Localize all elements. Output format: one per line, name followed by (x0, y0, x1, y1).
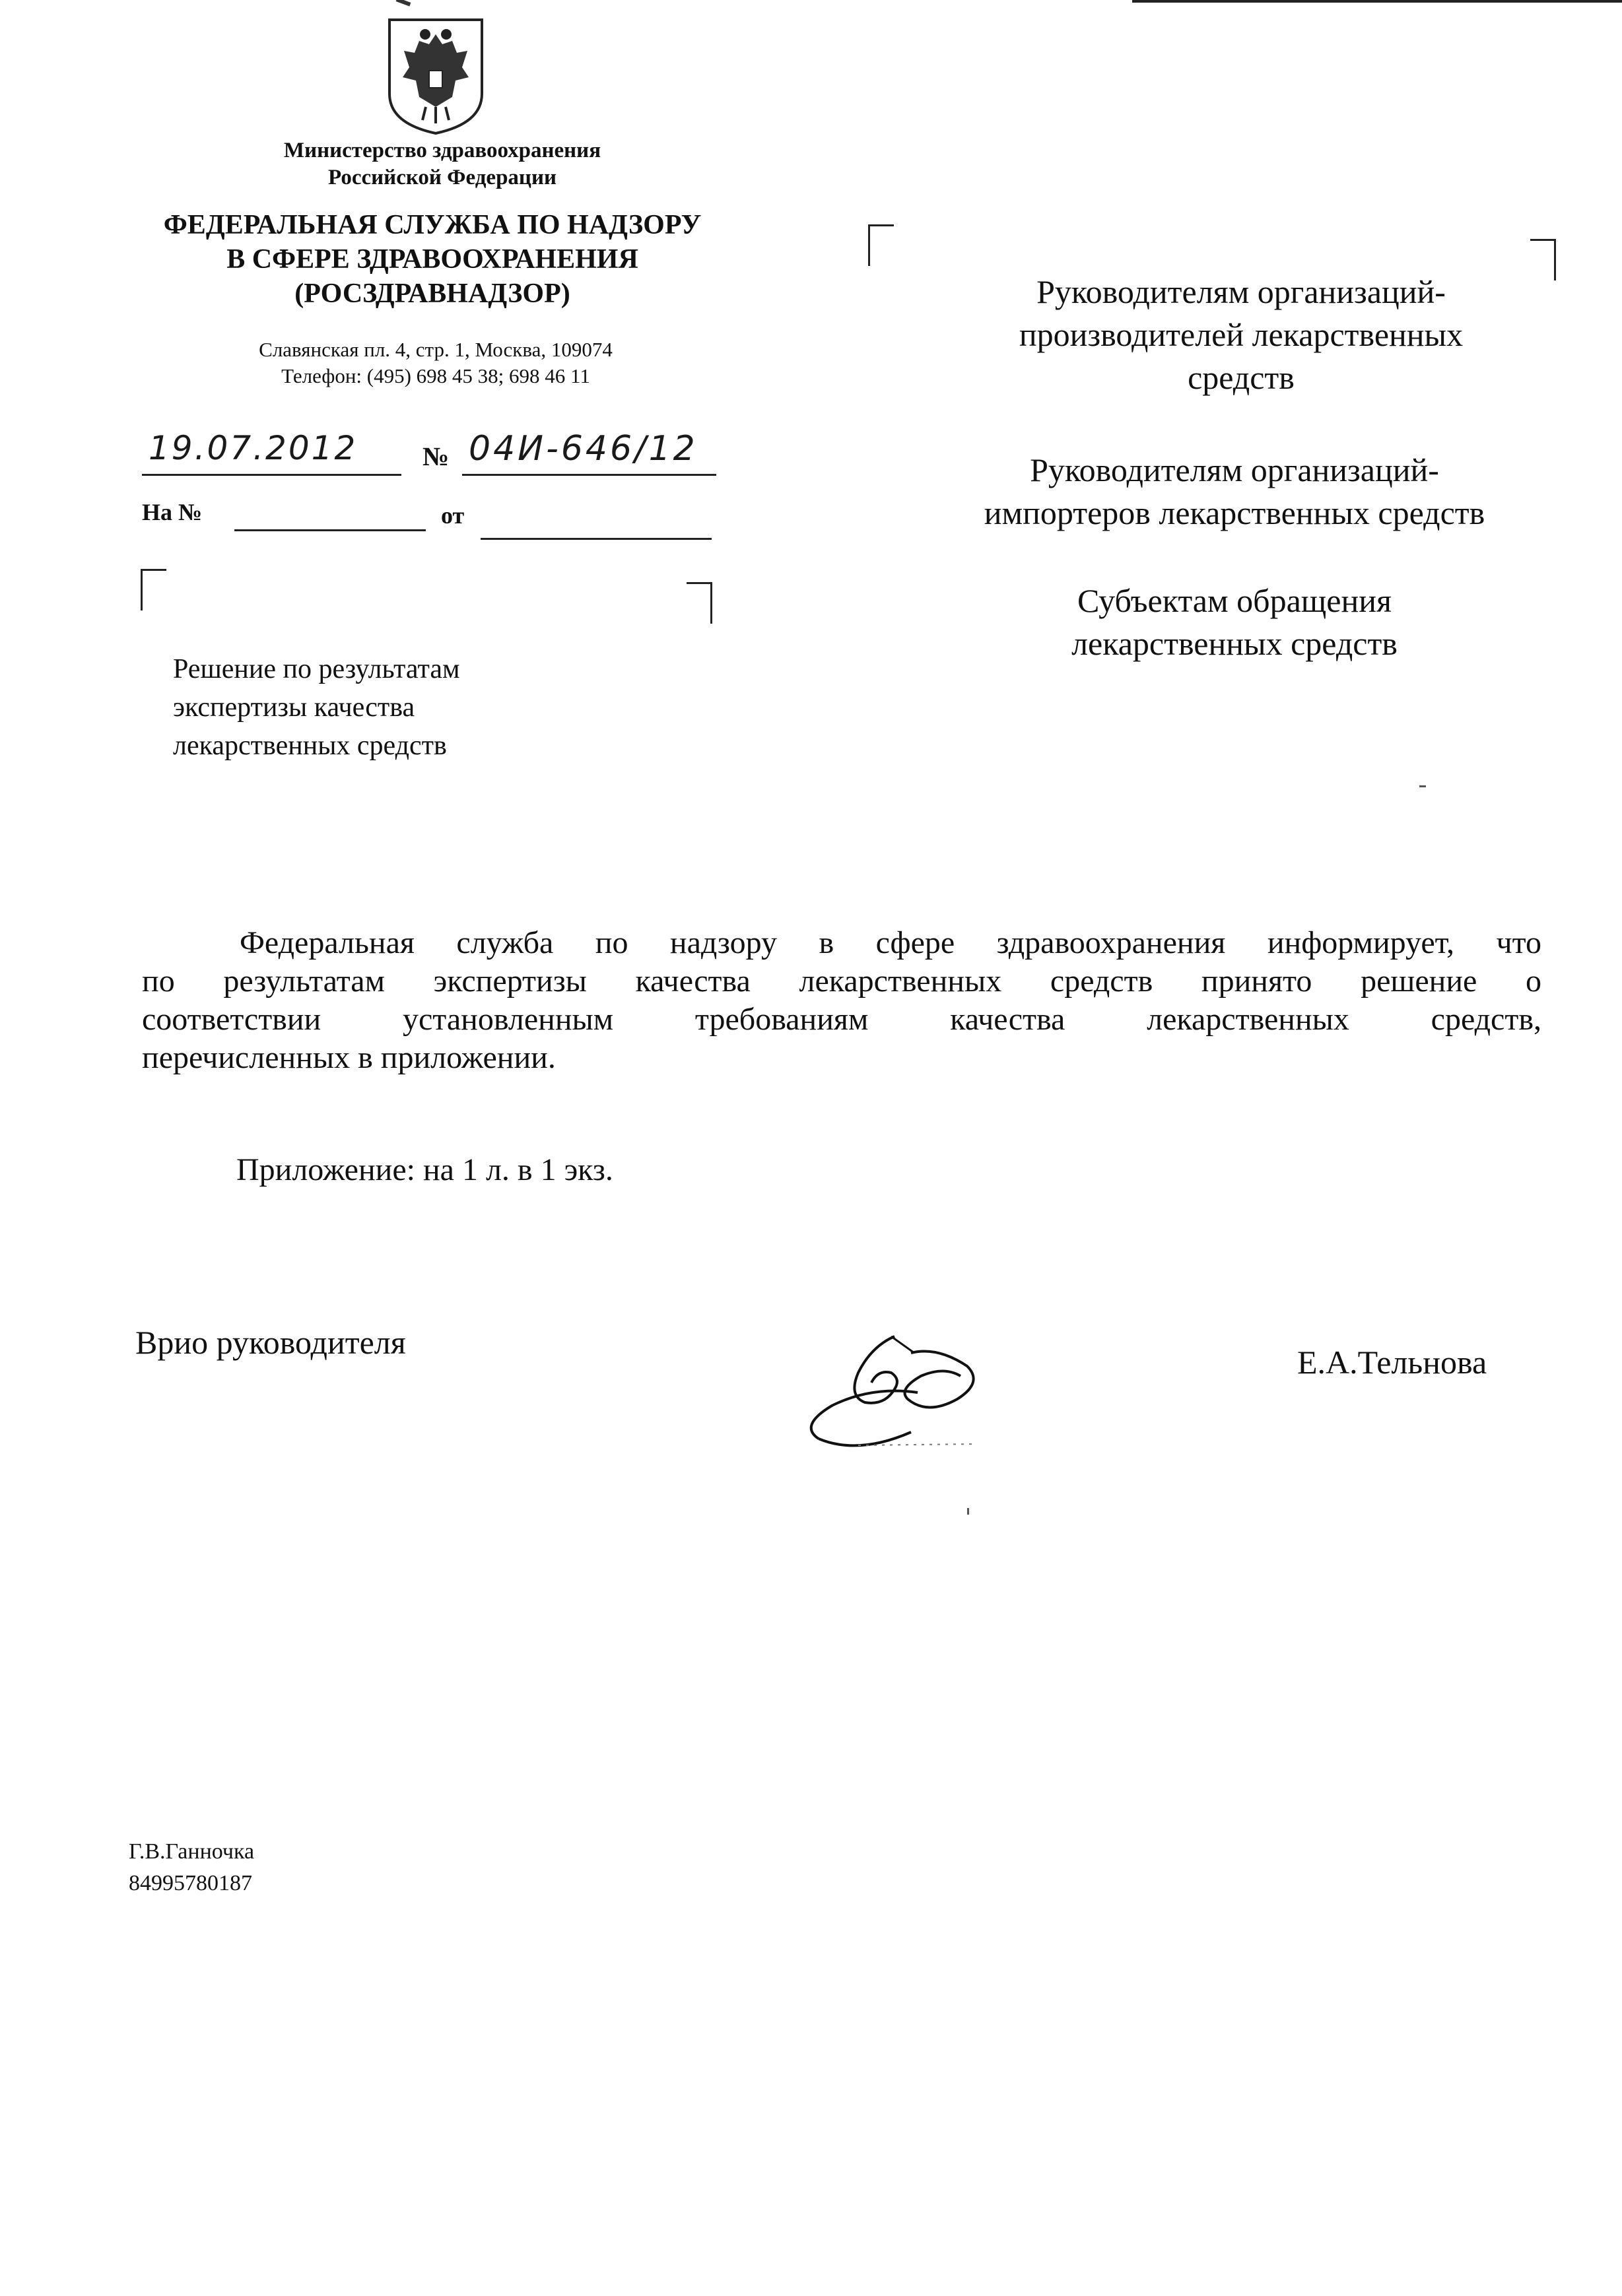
executor-block (129, 1836, 254, 1899)
service-address-block (198, 337, 673, 389)
letter-subject (173, 650, 582, 765)
service-address: Славянская пл. 4, стр. 1, Москва, 109074 (259, 338, 613, 361)
address-corner-left (868, 224, 894, 266)
from-label: от (441, 502, 465, 529)
addressee-manufacturers (951, 271, 1532, 399)
scan-mark (396, 0, 411, 7)
service-line-3: (РОСЗДРАВНАДЗОР) (294, 279, 570, 309)
body-line-3: соответствии установленным требованиям качества лекарственных средств, (142, 1002, 1541, 1037)
body-line-2: по результатам экспертизы качества лекарственных средств принято решение о (142, 964, 1541, 999)
subject-line-2: экспертизы качества (173, 692, 415, 723)
ministry-name (228, 137, 657, 191)
body-line-1: Федеральная служба по надзору в сфере здравоохранения информирует, что (240, 925, 1541, 960)
ministry-line-1: Министерство здравоохранения (283, 139, 601, 162)
executor-phone: 84995780187 (129, 1871, 252, 1895)
service-phone: Телефон: (495) 698 45 38; 698 46 11 (281, 364, 590, 387)
service-name (132, 208, 733, 311)
executor-name: Г.В.Ганночка (129, 1839, 255, 1864)
handwritten-signature (779, 1327, 1010, 1459)
addressee-circulation-subjects (977, 579, 1492, 665)
subject-corner-right (687, 582, 712, 624)
ministry-line-2: Российской Федерации (328, 166, 557, 189)
service-line-2: В СФЕРЕ ЗДРАВООХРАНЕНИЯ (226, 244, 638, 275)
from-field (481, 538, 712, 540)
signatory-role: Врио руководителя (135, 1324, 406, 1361)
addressee-2-line-2: импортеров лекарственных средств (984, 494, 1485, 531)
date-underline (142, 474, 401, 476)
addressee-2-line-1: Руководителям организаций- (1030, 451, 1439, 488)
body-line-4: перечисленных в приложении. (142, 1040, 556, 1075)
registration-number: 04И-646/12 (469, 429, 698, 469)
registration-number-sign: № (422, 442, 450, 471)
registration-date: 19.07.2012 (149, 429, 358, 467)
letter-body (142, 924, 1541, 1077)
subject-line-3: лекарственных средств (173, 731, 447, 761)
reply-to-field (234, 529, 426, 531)
signatory-name: Е.А.Тельнова (1297, 1344, 1487, 1381)
addressee-1-line-1: Руководителям организаций- (1036, 273, 1446, 310)
addressee-1-line-3: средств (1188, 359, 1295, 396)
address-corner-right (1530, 239, 1556, 280)
addressee-3-line-1: Субъектам обращения (1077, 582, 1392, 619)
subject-corner-left (141, 569, 166, 610)
scan-speck (967, 1508, 969, 1515)
russian-coat-of-arms-icon (383, 15, 489, 137)
scan-speck (1419, 785, 1426, 787)
service-line-1: ФЕДЕРАЛЬНАЯ СЛУЖБА ПО НАДЗОРУ (163, 210, 702, 240)
attachment-note: Приложение: на 1 л. в 1 экз. (236, 1152, 613, 1187)
number-underline (462, 474, 716, 476)
addressee-3-line-2: лекарственных средств (1071, 625, 1398, 662)
reply-to-label: На № (142, 499, 203, 525)
addressee-1-line-2: производителей лекарственных (1019, 316, 1464, 353)
scan-edge-line (1132, 0, 1622, 3)
addressee-importers (924, 449, 1545, 535)
subject-line-1: Решение по результатам (173, 654, 460, 684)
